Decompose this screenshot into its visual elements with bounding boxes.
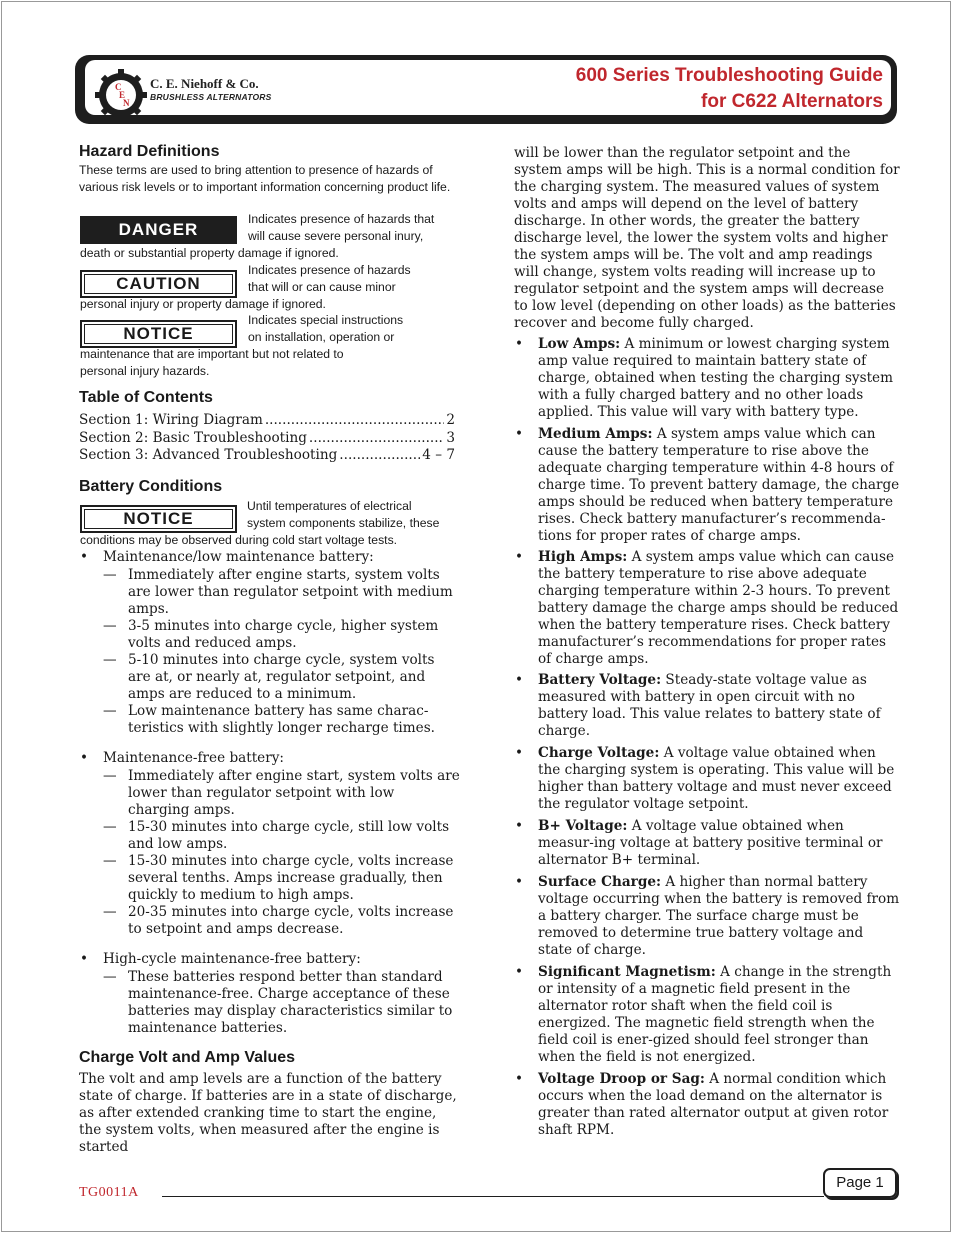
toc-page: 3 bbox=[446, 429, 455, 446]
battery-step: — 5-10 minutes into charge cycle, system volts are at, or nearly at, regulator setpoint, and amps are reduced to a minimum. bbox=[103, 652, 435, 702]
document-code: TG0011A bbox=[79, 1185, 139, 1200]
caution-text-3: personal injury or property damage if ignored. bbox=[80, 297, 326, 311]
definition-term: B+ Voltage: bbox=[538, 818, 628, 834]
definition-term: Charge Voltage: bbox=[538, 745, 660, 761]
toc-page: 2 bbox=[446, 412, 455, 428]
caution-text-2: that will or can cause minor bbox=[248, 280, 396, 294]
bullet: • bbox=[80, 951, 89, 967]
battery-step: — Immediately after engine starts, system volts are lower than regulator setpoint with medium amps. bbox=[103, 567, 453, 617]
svg-text:N: N bbox=[123, 98, 130, 108]
battery-heading: Battery Conditions bbox=[79, 478, 223, 495]
definition-text: A system amps value which can cause the battery temperature to rise above adequate charging temperature within 2-3 hours. To prevent battery damage the charge amps should be reduced when the battery temperature rises. Check battery manufacturer’s recommendations for proper rates of charge amps. bbox=[538, 549, 899, 667]
definition-text: Steady-state voltage value as measured with battery in open circuit with no battery load. This value relates to battery state of charge. bbox=[538, 672, 881, 739]
definition-item: • Medium Amps: A system amps value which can cause the battery temperature to rise above the adequate charging temperature within 4-8 hours of charge time. To prevent battery damage, the charge amps should be reduced when battery temperature rises. Check battery manufacturer’s recommenda-tions for proper rates of charge amps. bbox=[515, 426, 900, 544]
danger-text-3: death or substantial property damage if ignored. bbox=[80, 246, 339, 260]
battery-notice-badge: NOTICE bbox=[80, 505, 237, 533]
notice-badge: NOTICE bbox=[80, 320, 237, 348]
battery-step: — These batteries respond better than standard maintenance-free. Charge acceptance of these batteries may display characteristics similar to maintenance batteries. bbox=[103, 969, 453, 1036]
charge-heading: Charge Volt and Amp Values bbox=[79, 1049, 296, 1066]
battery-step: — Immediately after engine start, system volts are lower than regulator setpoint with low charging amps. bbox=[103, 768, 460, 818]
caution-badge: CAUTION bbox=[80, 270, 237, 298]
charge-paragraph: The volt and amp levels are a function of the battery state of charge. If batteries are in a state of discharge, as after extended cranking time to start the engine, the system volts, when measured after the engine is started bbox=[79, 1071, 457, 1155]
page-header bbox=[75, 55, 897, 124]
toc-row[interactable] bbox=[79, 430, 455, 448]
definition-item: • High Amps: A system amps value which can cause the battery temperature to rise above adequate charging temperature within 2-3 hours. To prevent battery damage the charge amps should be reduced when the battery temperature rises. Check battery manufacturer’s recommendations for proper rates of charge amps. bbox=[515, 549, 899, 667]
definition-text: A voltage value obtained when the charging system is operating. This value will be higher than battery voltage and must never exceed the regulator voltage setpoint. bbox=[538, 745, 895, 812]
charge-paragraph-continued: will be lower than the regulator setpoint and the system amps will be high. This is a normal condition for the charging system. The measured values of system volts and amps will depend on the level of battery discharge. In other words, the greater the battery discharge level, the lower the system volts and higher the system amps will be. The volt and amp readings will change, system volts reading will increase up to regulator setpoint and the system amps will decrease to low level (depending on other loads) as the batteries recover and become fully charged. bbox=[514, 145, 900, 331]
definition-item: • Significant Magnetism: A change in the strength or intensity of a magnetic field present in the alternator rotor shaft when the field coil is energized. The magnetic field strength when the field coil is ener-gized should feel stronger than when the field is not energized. bbox=[515, 964, 892, 1065]
svg-text:E: E bbox=[119, 90, 126, 100]
definition-term: Low Amps: bbox=[538, 336, 621, 352]
notice-text-1: Indicates special instructions bbox=[248, 313, 404, 327]
title-line-1: 600 Series Troubleshooting Guide bbox=[575, 65, 883, 86]
definition-term: Voltage Droop or Sag: bbox=[538, 1071, 705, 1087]
toc-page: 4 – 7 bbox=[422, 447, 455, 463]
battery-step: — 15-30 minutes into charge cycle, still low volts and low amps. bbox=[103, 819, 450, 852]
battery-group-title: High-cycle maintenance-free battery: bbox=[103, 951, 361, 967]
toc-heading: Table of Contents bbox=[79, 389, 213, 406]
toc-label: Section 3: Advanced Troubleshooting bbox=[79, 447, 338, 463]
bullet: • bbox=[80, 750, 89, 766]
toc-leader bbox=[309, 430, 444, 448]
company-logo bbox=[93, 69, 153, 125]
battery-group-title: Maintenance/low maintenance battery: bbox=[103, 549, 374, 565]
battery-notice-text-2: system components stabilize, these bbox=[247, 516, 440, 530]
definition-item: • Voltage Droop or Sag: A normal condition which occurs when the load demand on the alternator is greater than rated alternator output at given rotor shaft RPM. bbox=[515, 1071, 889, 1138]
battery-step: — 20-35 minutes into charge cycle, volts increase to setpoint and amps decrease. bbox=[103, 904, 454, 937]
battery-step: — 15-30 minutes into charge cycle, volts increase several tenths. Amps increase gradually, then quickly to medium to high amps. bbox=[103, 853, 454, 903]
hazard-heading: Hazard Definitions bbox=[79, 143, 220, 160]
definition-term: Battery Voltage: bbox=[538, 672, 662, 688]
svg-text:C: C bbox=[115, 82, 122, 92]
definition-term: Medium Amps: bbox=[538, 426, 653, 442]
definition-text: A normal condition which occurs when the load demand on the alternator is greater than rated alternator output at given rotor shaft RPM. bbox=[538, 1071, 889, 1138]
bullet: • bbox=[80, 549, 89, 565]
footer-rule bbox=[162, 1196, 824, 1197]
toc-row[interactable] bbox=[79, 412, 455, 430]
definition-text: A change in the strength or intensity of a magnetic field present in the alternator rotor shaft when the field coil is energized. The magnetic field strength when the field coil is ener-gized should feel stronger than when the field is not energized. bbox=[538, 964, 892, 1065]
definition-term: Significant Magnetism: bbox=[538, 964, 716, 980]
danger-badge: DANGER bbox=[80, 216, 237, 244]
definition-item: • Surface Charge: A higher than normal battery voltage occurring when the battery is removed from a battery charger. The surface charge must be removed to determine true battery voltage and state of charge. bbox=[515, 874, 900, 958]
title-line-2: for C622 Alternators bbox=[701, 91, 883, 112]
definition-text: A minimum or lowest charging system amp value required to maintain battery state of charge, obtained when testing the charging system with a fully charged battery and no other loads applied. This value will vary with battery type. bbox=[538, 336, 893, 420]
battery-notice-text-3: conditions may be observed during cold start voltage tests. bbox=[80, 533, 398, 547]
toc-label: Section 1: Wiring Diagram bbox=[79, 412, 263, 428]
notice-text-4: personal injury hazards. bbox=[80, 364, 210, 378]
toc-label: Section 2: Basic Troubleshooting bbox=[79, 429, 307, 446]
definition-item: • Battery Voltage: Steady-state voltage value as measured with battery in open circuit with no battery load. This value relates to battery state of charge. bbox=[515, 672, 881, 739]
hazard-intro: These terms are used to bring attention to presence of hazards of various risk levels or to important information concerning product life. bbox=[79, 163, 451, 194]
battery-notice-text-1: Until temperatures of electrical bbox=[247, 499, 412, 513]
definition-term: High Amps: bbox=[538, 549, 628, 565]
definition-item: • Charge Voltage: A voltage value obtained when the charging system is operating. This value will be higher than battery voltage and must never exceed the regulator voltage setpoint. bbox=[515, 745, 895, 812]
definition-item: • B+ Voltage: A voltage value obtained when measur-ing voltage at battery positive terminal or alternator B+ terminal. bbox=[515, 818, 883, 868]
battery-group-title: Maintenance-free battery: bbox=[103, 750, 284, 766]
toc-leader bbox=[265, 412, 445, 430]
caution-text-1: Indicates presence of hazards bbox=[248, 263, 411, 277]
battery-step: — 3-5 minutes into charge cycle, higher system volts and reduced amps. bbox=[103, 618, 439, 651]
definition-term: Surface Charge: bbox=[538, 874, 662, 890]
notice-text-3: maintenance that are important but not related to bbox=[80, 347, 344, 361]
danger-text-1: Indicates presence of hazards that bbox=[248, 212, 435, 226]
company-tagline: BRUSHLESS ALTERNATORS bbox=[150, 92, 272, 102]
toc-row[interactable] bbox=[79, 447, 455, 465]
battery-group bbox=[80, 951, 460, 1037]
battery-group bbox=[80, 549, 460, 737]
toc-leader bbox=[339, 447, 420, 465]
definition-text: A system amps value which can cause the battery temperature to rise above the adequate charging temperature within 4-8 hours of charge time. To prevent battery damage, the charge amps should be reduced when battery temperature rises. Check battery manufacturer’s recommenda-tions for proper rates of charge amps. bbox=[538, 426, 900, 544]
battery-group bbox=[80, 750, 460, 938]
definition-text: A higher than normal battery voltage occurring when the battery is removed from a battery charger. The surface charge must be removed to determine true battery voltage and state of charge. bbox=[538, 874, 900, 958]
definition-item: • Low Amps: A minimum or lowest charging system amp value required to maintain battery state of charge, obtained when testing the charging system with a fully charged battery and no other loads applied. This value will vary with battery type. bbox=[515, 336, 893, 420]
notice-text-2: on installation, operation or bbox=[248, 330, 395, 344]
page-number: Page 1 bbox=[823, 1168, 897, 1198]
document-title bbox=[576, 63, 883, 115]
definition-text: A voltage value obtained when measur-ing voltage at battery positive terminal or alternator B+ terminal. bbox=[538, 818, 883, 868]
battery-step: — Low maintenance battery has same charac-teristics with slightly longer recharge times. bbox=[103, 703, 435, 736]
danger-text-2: will cause severe personal inury, bbox=[248, 229, 424, 243]
table-of-contents bbox=[79, 412, 455, 465]
company-name: C. E. Niehoff & Co. bbox=[150, 76, 259, 91]
